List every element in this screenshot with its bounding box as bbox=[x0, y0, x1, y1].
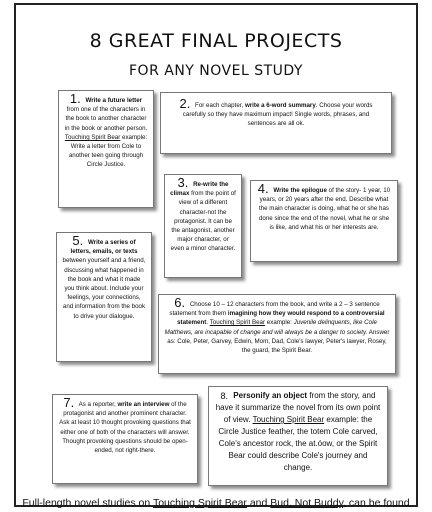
project-box-8 bbox=[208, 386, 388, 486]
project-text: . Choose your words carefully so they have maximum impact! Single words, phrases, and sentences are all ok. bbox=[182, 102, 373, 128]
project-text: between yourself and a friend, discussing what happened in the book and what it made you think about. Include your feelings, your connections, and information from the book to drive your dialogue. bbox=[62, 257, 146, 320]
book-title: Touching Spirit Bear bbox=[64, 133, 121, 141]
project-number: 6. bbox=[174, 295, 186, 310]
footer-text: and bbox=[249, 497, 268, 509]
project-text: from the story, and have it summarize the novel from its own point of view. bbox=[215, 391, 381, 424]
project-box-6 bbox=[158, 294, 396, 374]
project-number: 4. bbox=[257, 181, 269, 196]
page-subtitle: FOR ANY NOVEL STUDY bbox=[129, 63, 303, 79]
book-title: Touching Spirit Bear bbox=[209, 319, 266, 327]
project-text: from one of the characters in the book to another character in the book or another person. bbox=[64, 106, 148, 132]
project-box-5 bbox=[56, 232, 152, 362]
project-text: of the story- 1 year, 10 years, or 20 years after the end. Describe what the main character is doing, what he or she has done since the end of the novel, what he or she is like, and what his or her interests are. bbox=[258, 187, 391, 231]
footer-book-link-2[interactable]: Bud, Not Buddy bbox=[270, 497, 344, 509]
project-number: 8. bbox=[220, 391, 229, 401]
project-text: of the protagonist and another prominent character. Ask at least 10 thought provoking questions that either one of both of the characters will answer. Thought provoking questions should be open-ended, not right-there. bbox=[59, 401, 191, 455]
project-text: For each chapter, bbox=[195, 102, 244, 109]
project-number: 5. bbox=[72, 233, 84, 248]
book-title: Touching Spirit Bear bbox=[252, 415, 325, 424]
project-heading: imagining how they would respond to a controversial statement bbox=[177, 310, 385, 327]
project-number: 3. bbox=[177, 175, 189, 190]
project-heading: Write a future letter bbox=[85, 97, 143, 104]
project-box-7 bbox=[52, 394, 198, 484]
project-box-1 bbox=[58, 90, 154, 208]
footer-text: , can be found bbox=[343, 497, 410, 509]
footer-book-link-1[interactable]: Touching Spirit Bear bbox=[152, 497, 247, 509]
project-heading: write an interview bbox=[117, 401, 170, 408]
project-text: . bbox=[206, 319, 209, 327]
project-heading: Write the epilogue bbox=[273, 187, 327, 194]
project-example: example: bbox=[266, 319, 292, 327]
footer-text: Full-length novel studies on bbox=[22, 497, 151, 509]
project-number: 7. bbox=[63, 395, 75, 410]
project-number: 1. bbox=[69, 91, 81, 106]
project-example: example: Write a letter from Cole to another teen going through Circle Justice. bbox=[68, 133, 148, 169]
project-answer-list: Answer as: Cole, Peter, Garvey, Edwin, Mom, Dad, Cole's lawyer, Peter's lawyer, Rosey, the guard, the Spirit Bear. bbox=[167, 328, 390, 355]
project-text: from the point of view of a different character-not the protagonist. It can be the antagonist, another major character, or even a minor character. bbox=[170, 190, 236, 253]
project-box-2 bbox=[160, 92, 392, 154]
project-heading: Personify an object bbox=[233, 391, 308, 400]
project-number: 2. bbox=[179, 96, 191, 111]
project-heading: write a 6-word summary bbox=[244, 102, 316, 109]
project-box-4 bbox=[250, 180, 398, 262]
controversial-quote: Juvenile delinquents, like Cole Matthews, are incapable of change and will always be a danger to society. bbox=[164, 319, 377, 336]
page-title: 8 GREAT FINAL PROJECTS bbox=[89, 30, 343, 52]
project-text: Choose 10 – 12 characters from the book, and write a 2 – 3 sentence statement from them bbox=[169, 301, 380, 318]
project-heading: Write a series of letters, emails, or texts bbox=[70, 239, 138, 256]
project-heading: Re-write the climax bbox=[170, 181, 229, 198]
project-text: As a reporter, bbox=[78, 401, 116, 408]
project-example: example: the Circle Justice feather, the totem Cole carved, Cole's ancestor rock, the at.óow, or the Spirit Bear could describe Cole's journey and change. bbox=[218, 415, 378, 472]
project-box-3 bbox=[164, 174, 242, 278]
footer-note bbox=[0, 496, 432, 510]
